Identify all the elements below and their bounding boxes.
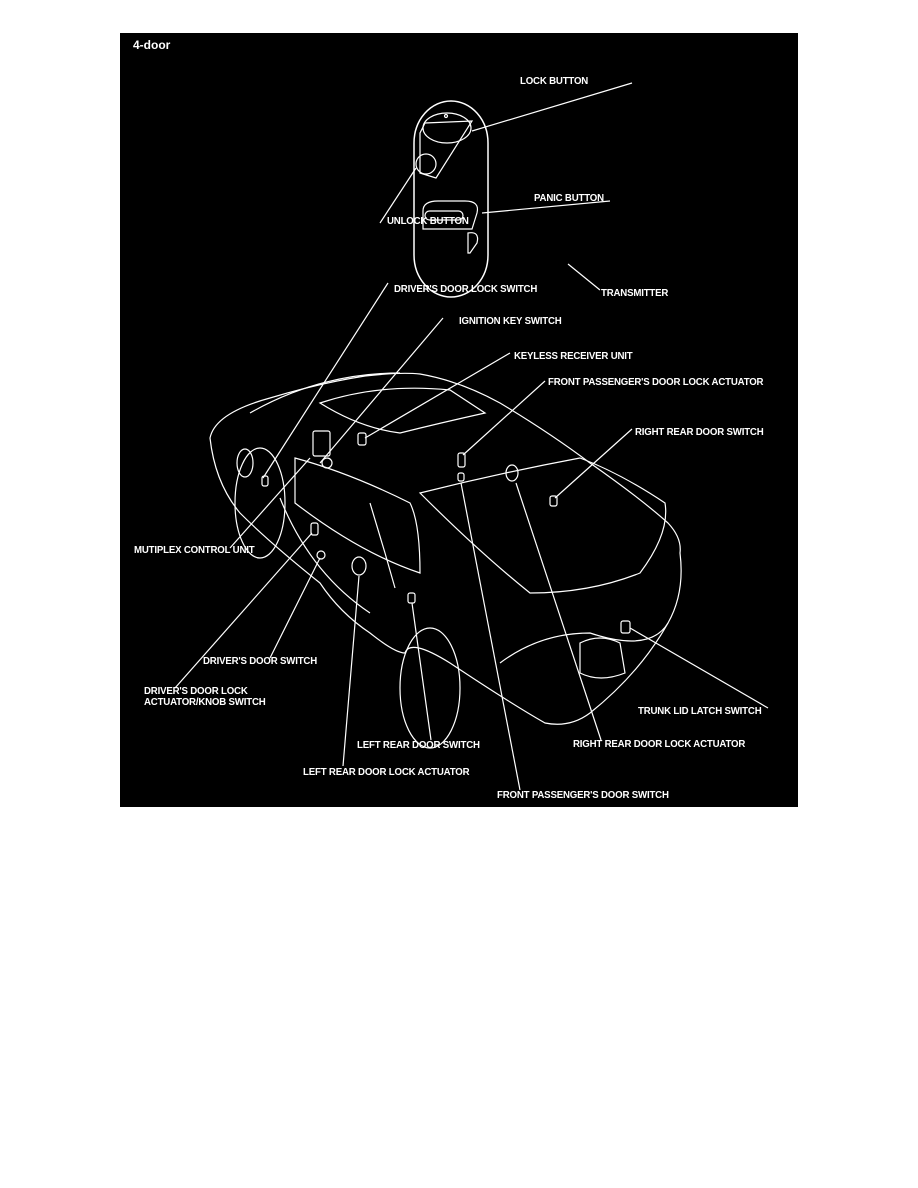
multiplex-control-unit-icon: [313, 431, 330, 456]
label-mutiplex-control-unit: MUTIPLEX CONTROL UNIT: [134, 544, 255, 556]
label-front-passengers-door-lock-actuator: FRONT PASSENGER'S DOOR LOCK ACTUATOR: [548, 376, 764, 388]
front-passenger-lock-actuator-icon: [458, 453, 465, 467]
drivers-door-switch-icon: [317, 551, 325, 559]
label-unlock-button: UNLOCK BUTTON: [387, 215, 469, 227]
left-rear-lock-actuator-icon: [352, 557, 366, 575]
diagram-title: 4-door: [133, 38, 171, 52]
label-panic-button: PANIC BUTTON: [534, 192, 604, 204]
label-left-rear-door-lock-actuator: LEFT REAR DOOR LOCK ACTUATOR: [303, 766, 470, 778]
keyless-receiver-icon: [358, 433, 366, 445]
label-drivers-door-lock-switch: DRIVER'S DOOR LOCK SWITCH: [394, 283, 538, 295]
diagram-panel: [120, 33, 798, 807]
label-drivers-door-lock-actuator-line2: ACTUATOR/KNOB SWITCH: [144, 696, 266, 708]
label-drivers-door-switch: DRIVER'S DOOR SWITCH: [203, 655, 318, 667]
left-rear-door-switch-icon: [408, 593, 415, 603]
label-left-rear-door-switch: LEFT REAR DOOR SWITCH: [357, 739, 480, 751]
front-passenger-door-switch-icon: [458, 473, 464, 481]
label-keyless-receiver-unit: KEYLESS RECEIVER UNIT: [514, 350, 633, 362]
label-trunk-lid-latch-switch: TRUNK LID LATCH SWITCH: [638, 705, 762, 717]
trunk-lid-latch-switch-icon: [621, 621, 630, 633]
label-right-rear-door-switch: RIGHT REAR DOOR SWITCH: [635, 426, 764, 438]
transmitter-fob-icon: [414, 101, 488, 297]
label-drivers-door-lock-actuator-line1: DRIVER'S DOOR LOCK: [144, 685, 248, 697]
label-transmitter: TRANSMITTER: [601, 287, 669, 299]
label-right-rear-door-lock-actuator: RIGHT REAR DOOR LOCK ACTUATOR: [573, 738, 746, 750]
label-lock-button: LOCK BUTTON: [520, 75, 589, 87]
label-front-passengers-door-switch: FRONT PASSENGER'S DOOR SWITCH: [497, 789, 669, 801]
car-body-outline-icon: [210, 373, 681, 748]
label-ignition-key-switch: IGNITION KEY SWITCH: [459, 315, 562, 327]
